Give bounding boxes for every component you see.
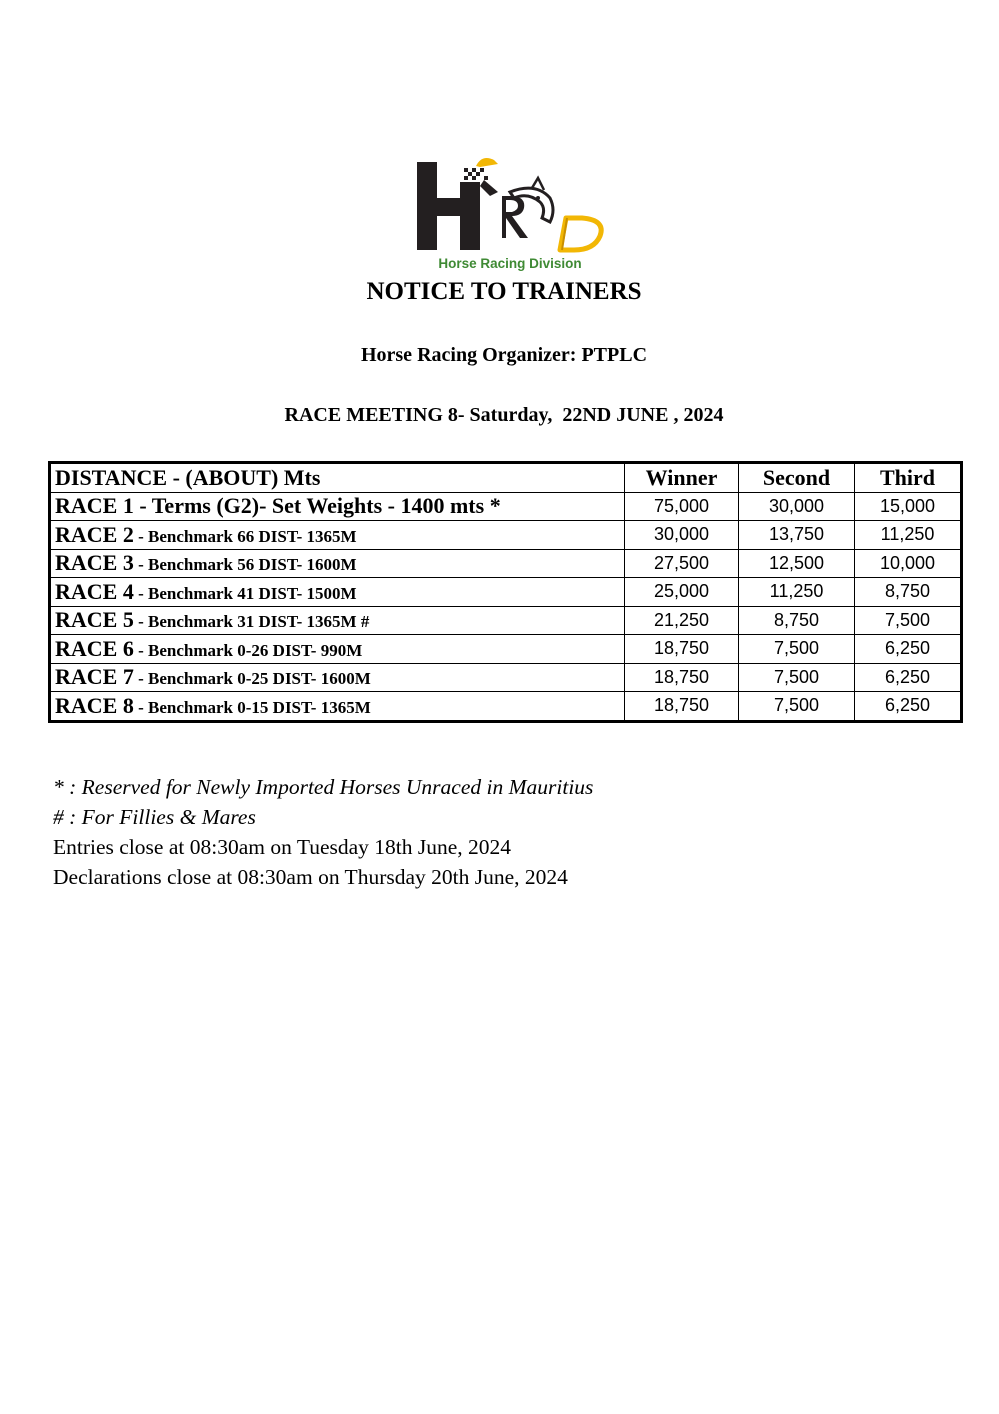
second-prize: 8,750: [739, 606, 855, 635]
race-detail: - Benchmark 56 DIST- 1600M: [133, 555, 357, 575]
winner-prize: 18,750: [625, 635, 739, 664]
third-prize: 15,000: [855, 492, 962, 521]
race-name-cell: [50, 692, 625, 722]
table-row: [50, 578, 962, 607]
second-prize: 11,250: [739, 578, 855, 607]
race-name-cell: [50, 521, 625, 550]
winner-prize: 30,000: [625, 521, 739, 550]
hrd-horse-jockey-icon: [410, 152, 610, 257]
second-prize: 30,000: [739, 492, 855, 521]
race-label: RACE 7: [55, 664, 134, 690]
table-row: [50, 663, 962, 692]
winner-prize: 21,250: [625, 606, 739, 635]
header-third: Third: [855, 463, 962, 493]
third-prize: 6,250: [855, 635, 962, 664]
table-row: [50, 606, 962, 635]
second-prize: 12,500: [739, 549, 855, 578]
header-winner: Winner: [625, 463, 739, 493]
table-row: [50, 692, 962, 722]
second-prize: 7,500: [739, 692, 855, 722]
race-detail: - Terms (G2)- Set Weights - 1400 mts *: [133, 493, 501, 519]
note-fillies: # : For Fillies & Mares: [53, 805, 256, 829]
table-row: [50, 492, 962, 521]
organizer-line: Horse Racing Organizer: PTPLC: [360, 344, 648, 366]
logo-caption: Horse Racing Division: [438, 256, 582, 271]
race-detail: - Benchmark 0-15 DIST- 1365M: [133, 697, 371, 717]
winner-prize: 18,750: [625, 663, 739, 692]
notes-section: [53, 772, 593, 892]
second-prize: 13,750: [739, 521, 855, 550]
race-prize-table: [48, 461, 963, 723]
note-reserved: * : Reserved for Newly Imported Horses Unraced in Mauritius: [53, 775, 594, 799]
race-detail: - Benchmark 31 DIST- 1365M #: [133, 612, 370, 632]
page-title: NOTICE TO TRAINERS: [366, 278, 642, 305]
winner-prize: 75,000: [625, 492, 739, 521]
race-name-cell: [50, 606, 625, 635]
table-header-row: [50, 463, 962, 493]
race-label: RACE 1: [55, 493, 134, 519]
second-prize: 7,500: [739, 663, 855, 692]
race-detail: - Benchmark 66 DIST- 1365M: [133, 526, 357, 546]
race-name-cell: [50, 549, 625, 578]
race-name-cell: [50, 635, 625, 664]
third-prize: 7,500: [855, 606, 962, 635]
race-name-cell: [50, 492, 625, 521]
winner-prize: 27,500: [625, 549, 739, 578]
race-name-cell: [50, 578, 625, 607]
third-prize: 8,750: [855, 578, 962, 607]
note-declarations-close: Declarations close at 08:30am on Thursday 20th June, 2024: [53, 865, 568, 889]
table-row: [50, 635, 962, 664]
table-row: [50, 549, 962, 578]
race-label: RACE 5: [55, 607, 134, 633]
winner-prize: 18,750: [625, 692, 739, 722]
third-prize: 6,250: [855, 663, 962, 692]
hrd-logo: [410, 152, 610, 277]
race-detail: - Benchmark 0-26 DIST- 990M: [133, 640, 363, 660]
table-row: [50, 521, 962, 550]
third-prize: 11,250: [855, 521, 962, 550]
race-label: RACE 8: [55, 692, 134, 718]
race-label: RACE 2: [55, 521, 134, 547]
race-name-cell: [50, 663, 625, 692]
second-prize: 7,500: [739, 635, 855, 664]
header-distance: DISTANCE - (ABOUT) Mts: [50, 463, 625, 493]
race-detail: - Benchmark 0-25 DIST- 1600M: [133, 669, 371, 689]
third-prize: 10,000: [855, 549, 962, 578]
note-entries-close: Entries close at 08:30am on Tuesday 18th June, 2024: [53, 835, 512, 859]
header-second: Second: [739, 463, 855, 493]
race-label: RACE 4: [55, 578, 134, 604]
meeting-line: RACE MEETING 8- Saturday, 22ND JUNE , 2024: [284, 404, 724, 426]
race-label: RACE 6: [55, 635, 134, 661]
winner-prize: 25,000: [625, 578, 739, 607]
third-prize: 6,250: [855, 692, 962, 722]
race-detail: - Benchmark 41 DIST- 1500M: [133, 583, 357, 603]
race-label: RACE 3: [55, 550, 134, 576]
